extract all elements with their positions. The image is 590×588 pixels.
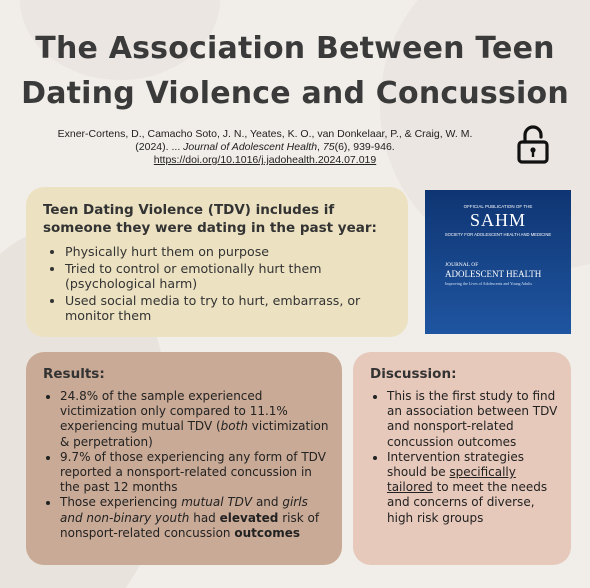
doi-link[interactable]: https://doi.org/10.1016/j.jadohealth.2024.07.019 xyxy=(153,154,377,166)
page-title: The Association Between Teen Dating Violence and Concussion xyxy=(21,31,569,111)
tdv-definition-card xyxy=(26,187,408,337)
list-item: • Used social media to try to hurt, embarrass, or monitor them xyxy=(65,293,392,324)
discussion-heading: Discussion: xyxy=(370,366,457,382)
journal-society-name: SOCIETY FOR ADOLESCENT HEALTH AND MEDICINE xyxy=(444,232,552,237)
citation-volume: 75 xyxy=(322,141,335,153)
list-item: • Intervention strategies should be specifically tailored to meet the needs and concerns of diverse, high risk groups xyxy=(387,450,561,526)
citation-details: (6), 939-946. xyxy=(334,141,395,153)
open-padlock-icon xyxy=(516,124,550,164)
list-item: • Tried to control or emotionally hurt them (psychological harm) xyxy=(65,261,392,292)
tdv-heading: Teen Dating Violence (TDV) includes if someone they were dating in the past year: xyxy=(43,202,377,236)
citation-journal: Journal of Adolescent Health xyxy=(183,141,318,153)
results-list xyxy=(43,389,330,541)
list-item: • 24.8% of the sample experienced victimization only compared to 11.1% experiencing mutual TDV (both victimization & perpetration) xyxy=(60,389,330,450)
discussion-card xyxy=(353,352,571,565)
citation-authors: Exner-Cortens, D., Camacho Soto, J. N., Yeates, K. O., van Donkelaar, P., & Craig, W. M. (2024). ... xyxy=(57,128,473,153)
journal-society-logo: SAHM xyxy=(469,210,526,230)
results-card xyxy=(26,352,342,565)
journal-name: ADOLESCENT HEALTH xyxy=(445,269,542,279)
journal-cover-image xyxy=(425,190,571,334)
journal-of-label: JOURNAL OF xyxy=(445,262,479,268)
journal-publication-line: OFFICIAL PUBLICATION OF THE xyxy=(463,204,533,209)
list-item: • Those experiencing mutual TDV and girls and non-binary youth had elevated risk of nonsport-related concussion outcomes xyxy=(60,495,330,541)
citation: Exner-Cortens, D., Camacho Soto, J. N., Yeates, K. O., van Donkelaar, P., & Craig, W. M. (2024). ... Journal of Adolescent Health, 75(6), 939-946. https://doi.org/10.1016/j.jadohealth.2024.07.019 xyxy=(57,128,473,166)
results-heading: Results: xyxy=(43,366,105,382)
list-item: • This is the first study to find an association between TDV and nonsport-related concussion outcomes xyxy=(387,389,561,450)
tdv-list xyxy=(43,244,392,324)
journal-subtitle: Improving the Lives of Adolescents and Young Adults xyxy=(445,281,532,286)
list-item: • 9.7% of those experiencing any form of TDV reported a nonsport-related concussion in the past 12 months xyxy=(60,450,330,496)
list-item: • Physically hurt them on purpose xyxy=(65,244,392,260)
discussion-list xyxy=(370,389,561,526)
